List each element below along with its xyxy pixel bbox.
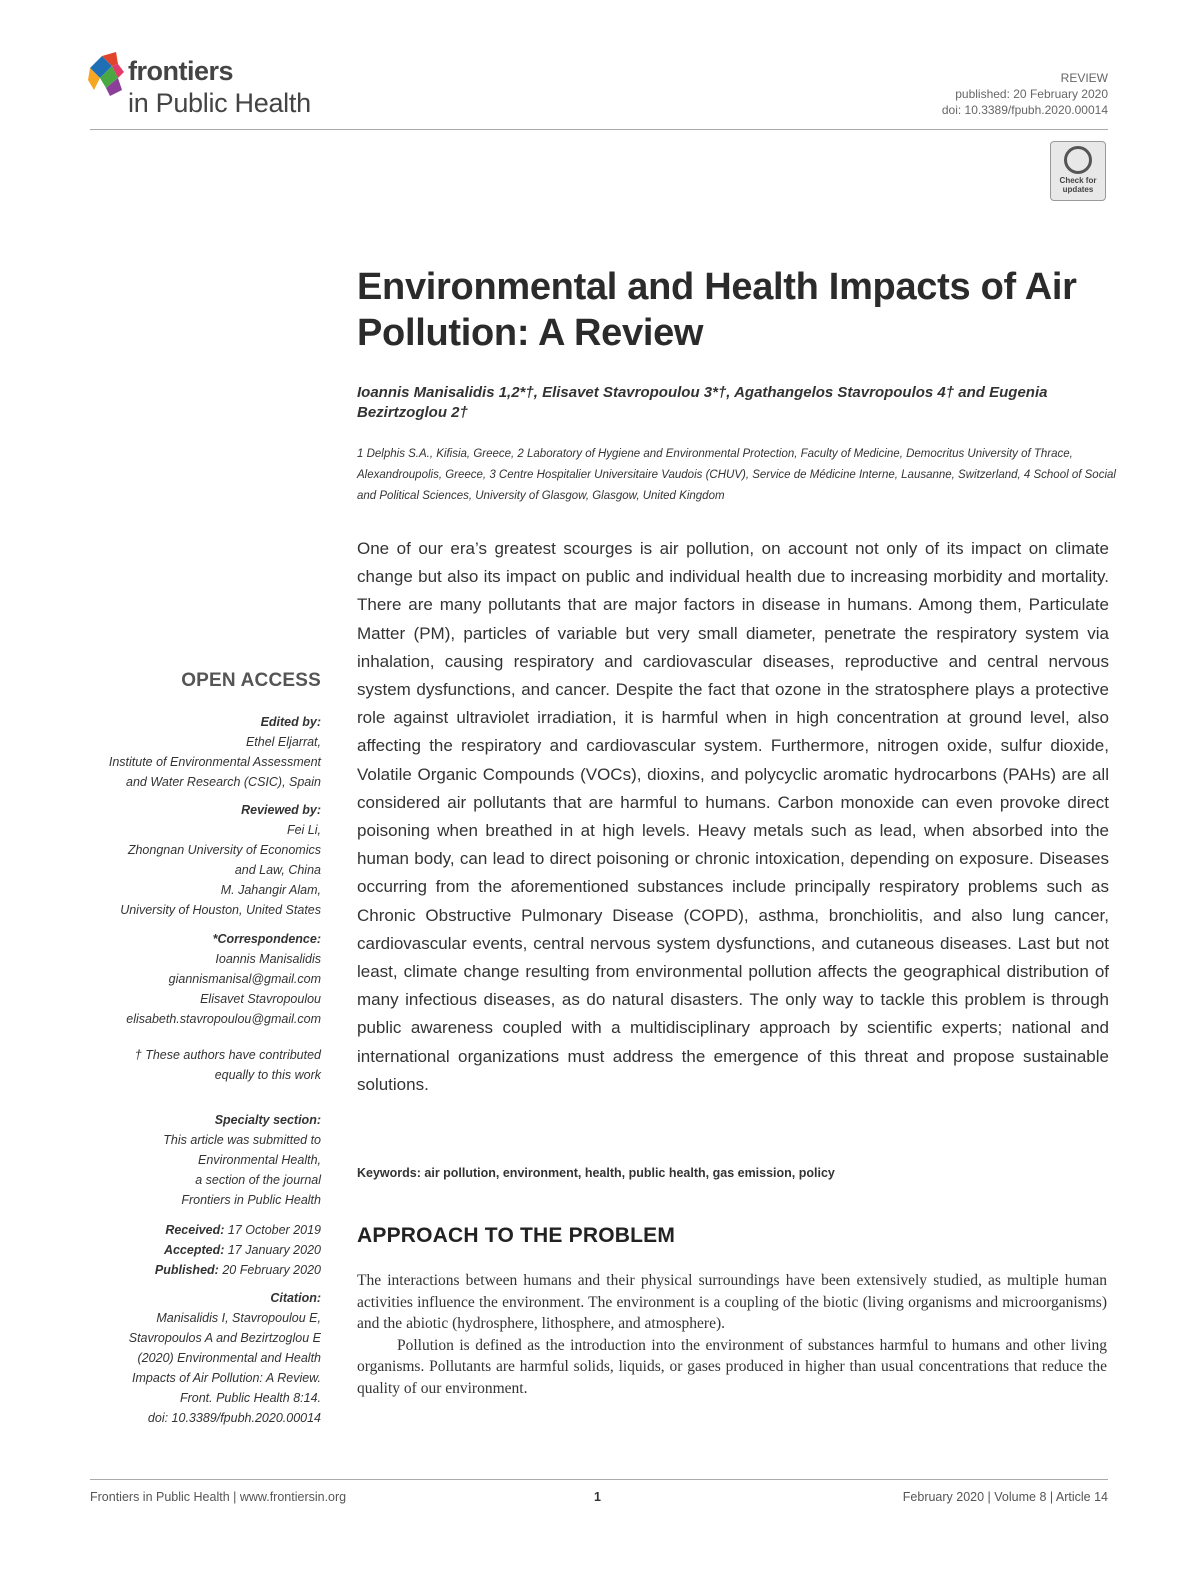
citation-label: Citation: bbox=[270, 1291, 321, 1305]
check-updates-icon bbox=[1064, 146, 1092, 174]
open-access-label: OPEN ACCESS bbox=[181, 670, 321, 691]
reviewer-line: Fei Li, bbox=[286, 823, 321, 837]
journal-logo-word1: frontiers bbox=[128, 56, 234, 86]
correspondence-block bbox=[126, 929, 321, 1029]
reviewer-line: Zhongnan University of Economics bbox=[127, 843, 321, 857]
paragraph: Pollution is defined as the introduction into the environment of substances harmful to humans and other living organisms. Pollutants are harmful solids, liquids, or gases produced in higher than usual concentrations that reduce the quality of our environment. bbox=[357, 1336, 1107, 1397]
accepted-date: 17 January 2020 bbox=[227, 1243, 321, 1257]
article-type: REVIEW bbox=[1060, 71, 1108, 85]
correspondence-email[interactable]: giannismanisal@gmail.com bbox=[168, 972, 321, 986]
reviewer-line: University of Houston, United States bbox=[120, 903, 321, 917]
note-line: equally to this work bbox=[214, 1068, 321, 1082]
correspondence-email[interactable]: elisabeth.stavropoulou@gmail.com bbox=[126, 1012, 321, 1026]
specialty-line: This article was submitted to bbox=[163, 1133, 321, 1147]
equal-contribution-note bbox=[135, 1045, 321, 1085]
badge-label: Check for updates bbox=[1059, 176, 1097, 194]
page-number: 1 bbox=[594, 1490, 601, 1504]
edited-by-label: Edited by: bbox=[260, 715, 321, 729]
published-line bbox=[155, 1260, 321, 1280]
author-list: Ioannis Manisalidis 1,2*†, Elisavet Stavropoulou 3*†, Agathangelos Stavropoulos 4† and Eugenia Bezirtzoglou 2† bbox=[357, 384, 1048, 421]
footer-issue-info: February 2020 | Volume 8 | Article 14 bbox=[902, 1490, 1108, 1504]
reviewed-by-block bbox=[120, 800, 321, 920]
citation-line: Front. Public Health 8:14. bbox=[179, 1391, 321, 1405]
editor-line: Institute of Environmental Assessment bbox=[108, 755, 321, 769]
specialty-label: Specialty section: bbox=[214, 1113, 321, 1127]
article-doi[interactable]: doi: 10.3389/fpubh.2020.00014 bbox=[941, 103, 1108, 117]
reviewer-line: and Law, China bbox=[234, 863, 321, 877]
section-heading: APPROACH TO THE PROBLEM bbox=[357, 1224, 676, 1247]
received-date: 17 October 2019 bbox=[227, 1223, 321, 1237]
reviewer-line: M. Jahangir Alam, bbox=[220, 883, 321, 897]
keywords bbox=[357, 1166, 1117, 1180]
citation-line: Impacts of Air Pollution: A Review. bbox=[132, 1371, 321, 1385]
article-title: Environmental and Health Impacts of Air Pollution: A Review bbox=[357, 266, 1077, 354]
body-text bbox=[357, 1270, 1107, 1399]
header-divider bbox=[90, 129, 1108, 130]
specialty-line: Frontiers in Public Health bbox=[181, 1193, 321, 1207]
specialty-line: Environmental Health, bbox=[198, 1153, 321, 1167]
check-for-updates-badge[interactable] bbox=[1050, 141, 1106, 201]
edited-by-block bbox=[109, 712, 321, 792]
published-date: published: 20 February 2020 bbox=[955, 87, 1108, 101]
received-line bbox=[155, 1220, 321, 1240]
paragraph: The interactions between humans and their physical surroundings have been extensively studied, as multiple human activities influence the environment. The environment is a coupling of the biotic (living organisms and microorganisms) and the abiotic (hydrosphere, lithosphere, and atmosphere). bbox=[357, 1272, 1107, 1332]
journal-logo-word2: in Public Health bbox=[128, 88, 311, 118]
received-label: Received: bbox=[165, 1223, 225, 1237]
reviewed-by-label: Reviewed by: bbox=[241, 803, 321, 817]
editor-line: and Water Research (CSIC), Spain bbox=[126, 775, 321, 789]
published-date-sidebar: 20 February 2020 bbox=[222, 1263, 321, 1277]
keywords-label: Keywords: bbox=[357, 1166, 421, 1180]
editor-line: Ethel Eljarrat, bbox=[245, 735, 321, 749]
correspondence-label: *Correspondence: bbox=[212, 932, 321, 946]
affiliations: 1 Delphis S.A., Kifisia, Greece, 2 Laboratory of Hygiene and Environmental Protection, Faculty of Medicine, Democritus University of Thrace, Alexandroupolis, Greece, 3 Centre Hospitalier Universitaire Vaudois (CHUV), Service de Médicine Interne, Lausanne, Switzerland, 4 School of Social and Political Sciences, University of Glasgow, Glasgow, United Kingdom bbox=[357, 448, 1116, 502]
article-meta-header bbox=[942, 70, 1108, 118]
correspondence-line: Ioannis Manisalidis bbox=[215, 952, 321, 966]
citation-line: Manisalidis I, Stavropoulou E, bbox=[156, 1311, 321, 1325]
abstract: One of our era’s greatest scourges is air pollution, on account not only of its impact on climate change but also its impact on public and individual health due to increasing morbidity and mortality. There are many pollutants that are major factors in disease in humans. Among them, Particulate Matter (PM), particles of variable but very small diameter, penetrate the respiratory system via inhalation, causing respiratory and cardiovascular diseases, reproductive and central nervous system dysfunctions, and cancer. Despite the fact that ozone in the stratosphere plays a protective role against ultraviolet irradiation, it is harmful when in high concentration at ground level, also affecting the respiratory and cardiovascular system. Furthermore, nitrogen oxide, sulfur dioxide, Volatile Organic Compounds (VOCs), dioxins, and polycyclic aromatic hydrocarbons (PAHs) are all considered air pollutants that are harmful to humans. Carbon monoxide can even provoke direct poisoning when breathed in at high levels. Heavy metals such as lead, when absorbed into the human body, can lead to direct poisoning or chronic intoxication, depending on exposure. Diseases occurring from the aforementioned substances include principally respiratory problems such as Chronic Obstructive Pulmonary Disease (COPD), asthma, bronchiolitis, and also lung cancer, cardiovascular events, central nervous system dysfunctions, and cutaneous diseases. Last but not least, climate change resulting from environmental pollution affects the geographical distribution of many infectious diseases, as do natural disasters. The only way to tackle this problem is through public awareness coupled with a multidisciplinary approach by scientific experts; national and international organizations must address the emergence of this threat and propose sustainable solutions. bbox=[357, 539, 1109, 1094]
citation-line: (2020) Environmental and Health bbox=[137, 1351, 321, 1365]
specialty-section-block bbox=[163, 1110, 321, 1210]
citation-block bbox=[129, 1288, 321, 1428]
citation-line: Stavropoulos A and Bezirtzoglou E bbox=[128, 1331, 321, 1345]
published-label: Published: bbox=[154, 1263, 219, 1277]
accepted-label: Accepted: bbox=[163, 1243, 225, 1257]
specialty-line: a section of the journal bbox=[195, 1173, 321, 1187]
accepted-line bbox=[155, 1240, 321, 1260]
footer-divider bbox=[90, 1479, 1108, 1480]
footer-journal-link[interactable]: Frontiers in Public Health | www.frontiersin.org bbox=[90, 1490, 347, 1504]
keywords-list: air pollution, environment, health, public health, gas emission, policy bbox=[424, 1166, 835, 1180]
note-line: † These authors have contributed bbox=[134, 1048, 321, 1062]
citation-doi[interactable]: doi: 10.3389/fpubh.2020.00014 bbox=[147, 1411, 321, 1425]
frontiers-logo-icon bbox=[88, 50, 128, 98]
dates-block bbox=[155, 1220, 321, 1280]
correspondence-line: Elisavet Stavropoulou bbox=[200, 992, 321, 1006]
